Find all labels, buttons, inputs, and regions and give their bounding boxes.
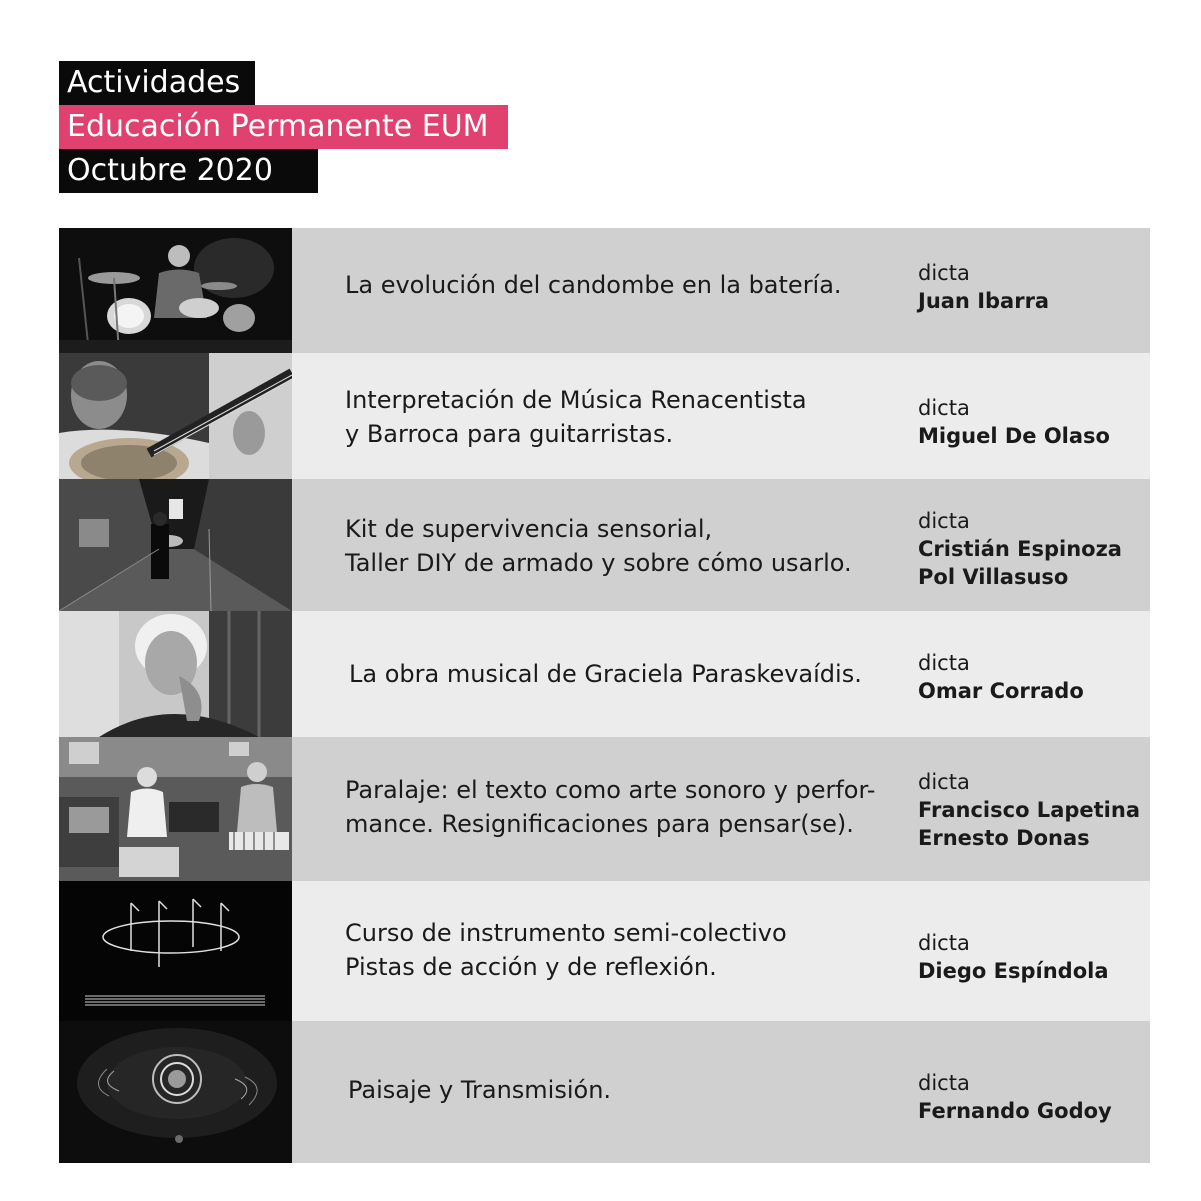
- activity-row: [59, 479, 1150, 611]
- teacher-block: [918, 1069, 1148, 1125]
- teacher-block: [918, 507, 1148, 591]
- teacher-block: [918, 929, 1148, 985]
- teacher-name: Juan Ibarra: [918, 289, 1050, 313]
- dicta-label: dicta: [918, 1071, 970, 1095]
- dicta-label: dicta: [918, 651, 970, 675]
- dicta-label: dicta: [918, 509, 970, 533]
- activity-title: Curso de instrumento semi-colectivo Pistas de acción y de reflexión.: [345, 919, 787, 981]
- dicta-label: dicta: [918, 396, 970, 420]
- activity-title: Kit de supervivencia sensorial, Taller DIY de armado y sobre cómo usarlo.: [345, 515, 852, 577]
- teacher-block: [918, 768, 1148, 852]
- activity-row: [59, 881, 1150, 1021]
- diagram-photo: [59, 881, 292, 1021]
- activity-title: Paralaje: el texto como arte sonoro y perfor- mance. Resignificaciones para pensar(se).: [345, 776, 876, 838]
- teacher-name: Francisco Lapetina: [918, 798, 1140, 822]
- activity-row: [59, 611, 1150, 737]
- studio-photo: [59, 737, 292, 881]
- activity-title: La evolución del candombe en la batería.: [345, 271, 842, 299]
- teacher-name: Fernando Godoy: [918, 1099, 1112, 1123]
- teacher-block: [918, 259, 1148, 315]
- dicta-label: dicta: [918, 261, 970, 285]
- activity-title: La obra musical de Graciela Paraskevaídis.: [349, 660, 862, 688]
- teacher-block: [918, 649, 1148, 705]
- portrait-photo: [59, 611, 292, 737]
- header-date: Octubre 2020: [59, 149, 318, 193]
- spiral-photo: [59, 1021, 292, 1163]
- activity-row: [59, 353, 1150, 479]
- teacher-name: Cristián Espinoza: [918, 537, 1122, 561]
- header-actividades: Actividades: [59, 61, 255, 105]
- activity-row: [59, 737, 1150, 881]
- teacher-name: Pol Villasuso: [918, 565, 1069, 589]
- activity-title: Interpretación de Música Renacentista y Barroca para guitarristas.: [345, 386, 807, 448]
- guitarist-photo: [59, 353, 292, 479]
- header-educacion-permanente: Educación Permanente EUM: [59, 105, 508, 149]
- teacher-name: Omar Corrado: [918, 679, 1084, 703]
- street-photo: [59, 479, 292, 611]
- dicta-label: dicta: [918, 931, 970, 955]
- drummer-photo: [59, 228, 292, 353]
- teacher-name: Diego Espíndola: [918, 959, 1109, 983]
- activity-title: Paisaje y Transmisión.: [348, 1076, 612, 1104]
- dicta-label: dicta: [918, 770, 970, 794]
- teacher-name: Ernesto Donas: [918, 826, 1090, 850]
- teacher-block: [918, 394, 1148, 450]
- teacher-name: Miguel De Olaso: [918, 424, 1110, 448]
- activity-row: [59, 228, 1150, 353]
- activity-row: [59, 1021, 1150, 1163]
